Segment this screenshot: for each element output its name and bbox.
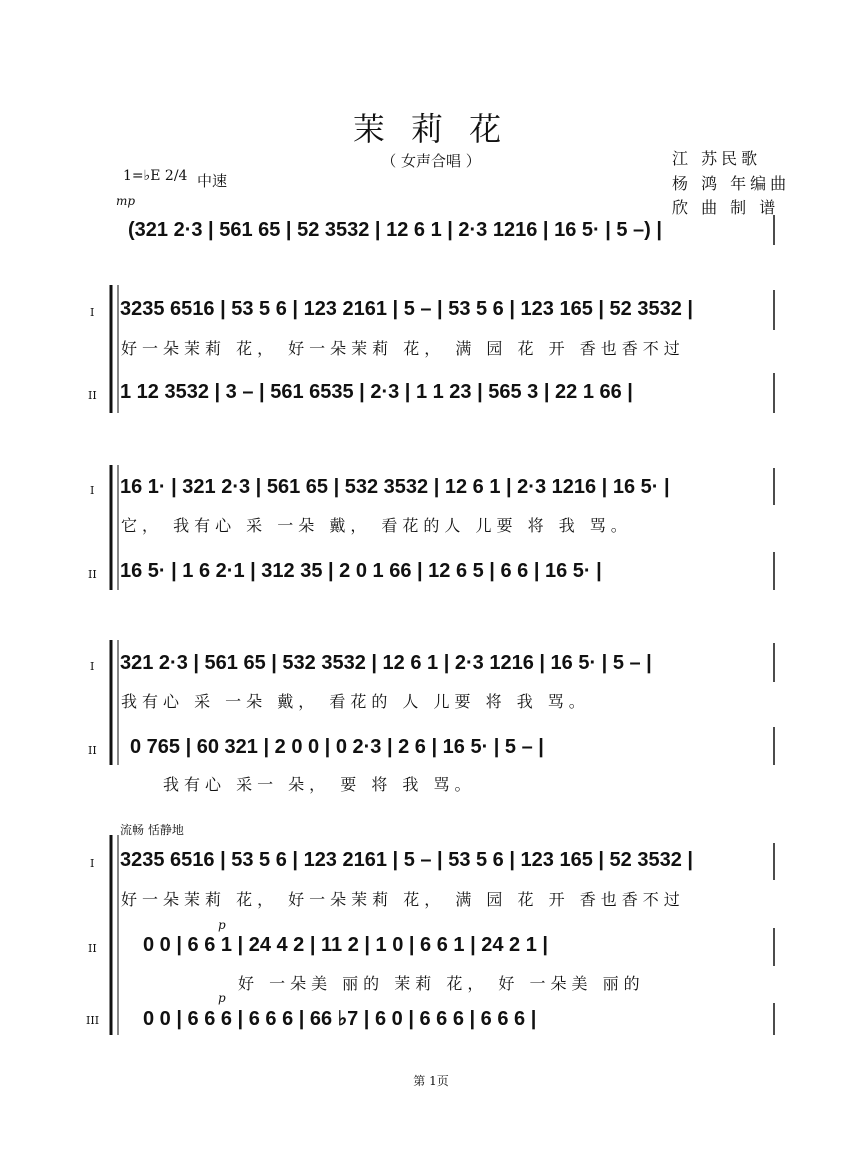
- part1-notes: 16 1· | 321 2·3 | 561 65 | 532 3532 | 12 6 1 | 2·3 1216 | 16 5· |: [120, 476, 670, 498]
- song-title: 茉 莉 花: [352, 110, 510, 148]
- part2-notes: 0 0 | 6 6 1 | 24 4 2 | 11 2 | 1 0 | 6 6 1 | 24 2 1 |: [143, 934, 549, 956]
- part2-lyrics: 我有心 采一 朵， 要 将 我 骂。: [163, 775, 476, 794]
- part1-notes: 321 2·3 | 561 65 | 532 3532 | 12 6 1 | 2·3 1216 | 16 5· | 5 – |: [120, 652, 652, 674]
- part2-lyrics: 好 一朵美 丽的 茉莉 花， 好 一朵美 丽的: [238, 974, 645, 993]
- dynamic-marking: p: [218, 991, 226, 1005]
- part1-lyrics: 它， 我有心 采 一朵 戴， 看花的人 儿要 将 我 骂。: [121, 516, 632, 535]
- part1-lyrics: 好一朵茉莉 花， 好一朵茉莉 花， 满 园 花 开 香也香不过: [121, 339, 685, 358]
- expression-marking: 流畅 恬静地: [120, 823, 184, 837]
- part3-notes: 0 0 | 6 6 6 | 6 6 6 | 66 ♭7 | 6 0 | 6 6 6 | 6 6 6 |: [143, 1008, 537, 1030]
- part-label-1: I: [90, 857, 95, 870]
- part1-notes: 3235 6516 | 53 5 6 | 123 2161 | 5 – | 53 5 6 | 123 165 | 52 3532 |: [120, 849, 693, 871]
- part1-lyrics: 我有心 采 一朵 戴， 看花的 人 儿要 将 我 骂。: [121, 692, 590, 711]
- credit-origin: 江 苏民歌: [672, 149, 762, 168]
- part-label-1: I: [90, 306, 95, 319]
- dynamic-marking: mp: [116, 194, 136, 208]
- part-label-1: I: [90, 484, 95, 497]
- key-signature: 1=♭E 2/4: [123, 168, 188, 184]
- part-label-1: I: [90, 660, 95, 673]
- part2-notes: 16 5· | 1 6 2·1 | 312 35 | 2 0 1 66 | 12 6 5 | 6 6 | 16 5· |: [120, 560, 602, 582]
- credit-arranger: 杨 鸿 年编曲: [672, 174, 791, 193]
- credit-transcriber: 欣 曲 制 谱: [672, 198, 780, 217]
- part-label-2: II: [88, 744, 97, 757]
- song-subtitle: （ 女声合唱 ）: [381, 152, 481, 170]
- page-number: 第 1页: [413, 1074, 449, 1088]
- intro-notes: (321 2·3 | 561 65 | 52 3532 | 12 6 1 | 2·3 1216 | 16 5· | 5 –) |: [128, 219, 662, 241]
- part1-lyrics: 好一朵茉莉 花， 好一朵茉莉 花， 满 园 花 开 香也香不过: [121, 890, 685, 909]
- part2-notes: 0 765 | 60 321 | 2 0 0 | 0 2·3 | 2 6 | 16 5· | 5 – |: [130, 736, 544, 758]
- dynamic-marking: p: [218, 918, 226, 932]
- part-label-2: II: [88, 568, 97, 581]
- part2-notes: 1 12 3532 | 3 – | 561 6535 | 2·3 | 1 1 23 | 565 3 | 22 1 66 |: [120, 381, 633, 403]
- part-label-2: II: [88, 389, 97, 402]
- part1-notes: 3235 6516 | 53 5 6 | 123 2161 | 5 – | 53 5 6 | 123 165 | 52 3532 |: [120, 298, 693, 320]
- tempo-marking: 中速: [197, 172, 228, 190]
- part-label-2: II: [88, 942, 97, 955]
- part-label-3: III: [86, 1014, 100, 1027]
